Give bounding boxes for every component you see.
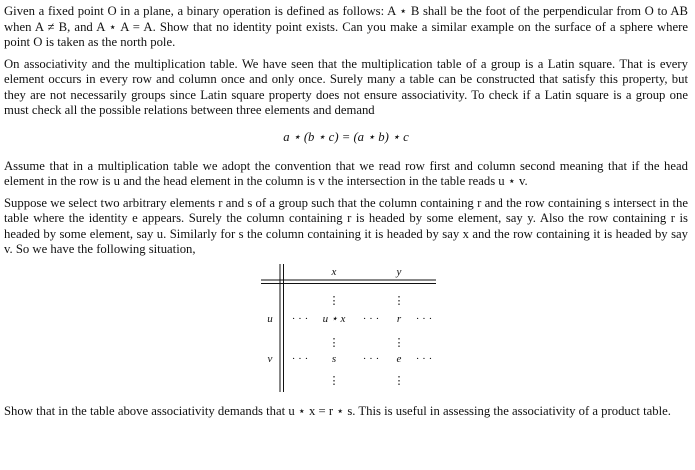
cell-r: r bbox=[396, 312, 402, 325]
vdots-x-3: ⋮ bbox=[328, 374, 340, 387]
col-header-y: y bbox=[396, 265, 402, 278]
paragraph-exercise: Show that in the table above associativity demands that u ⋆ x = r ⋆ s. This is useful in assessing the associativity of a product table. bbox=[4, 403, 671, 418]
hdots-v-1: · · · bbox=[291, 352, 309, 365]
cell-s: s bbox=[331, 352, 337, 365]
hdots-v-3: · · · bbox=[415, 352, 433, 365]
paragraph-identity-example: Given a fixed point O in a plane, a binary operation is defined as follows: A ⋆ B shall be the foot of the perpendicular from O to AB when A ≠ B, and A ⋆ A = A. Show that no identity point exists. Can you make a similar example on the surface of a sphere where point O is taken as the north pole. bbox=[4, 4, 688, 49]
col-header-x: x bbox=[331, 265, 337, 278]
paragraph-associativity-intro: On associativity and the multiplication table. We have seen that the multiplication table of a group is a Latin square. That is every element occurs in every row and column once and only once. Surely many a table can be constructed that satisfy this property, but they are not necessarily groups since Latin square property does not ensure associativity. To check if a Latin square is a group one must check all the possible relations between three elements and demand bbox=[4, 56, 688, 117]
hdots-u-2: · · · bbox=[362, 312, 380, 325]
paragraph-setup: Suppose we select two arbitrary elements r and s of a group such that the column containing r and the row containing s intersect in the table where the identity e appears. Surely the column containing r is headed by some element, say y. Also the row containing r is headed by some element, say u. Similarly for s the column containing it is headed by say x and the row containing it is headed by say v. So we have the following situation, bbox=[4, 195, 688, 256]
multiplication-table-figure bbox=[4, 264, 688, 392]
vdots-x-1: ⋮ bbox=[328, 294, 340, 307]
row-header-u: u bbox=[267, 312, 273, 325]
vdots-x-2: ⋮ bbox=[328, 336, 340, 349]
vdots-y-2: ⋮ bbox=[393, 336, 405, 349]
paragraph-convention: Assume that in a multiplication table we adopt the convention that we read row first and column second meaning that if the head element in the row is u and the head element in the column is v the intersection in the table reads u ⋆ v. bbox=[4, 158, 688, 188]
hdots-v-2: · · · bbox=[362, 352, 380, 365]
row-header-v: v bbox=[267, 352, 273, 365]
associativity-equation: a ⋆ (b ⋆ c) = (a ⋆ b) ⋆ c bbox=[283, 129, 409, 144]
vdots-y-3: ⋮ bbox=[393, 374, 405, 387]
vdots-y-1: ⋮ bbox=[393, 294, 405, 307]
hdots-u-3: · · · bbox=[415, 312, 433, 325]
hdots-u-1: · · · bbox=[291, 312, 309, 325]
document-page bbox=[4, 4, 688, 425]
cell-e: e bbox=[396, 352, 402, 365]
cell-u-star-x: u ⋆ x bbox=[322, 312, 346, 325]
multiplication-table-svg bbox=[4, 264, 688, 392]
